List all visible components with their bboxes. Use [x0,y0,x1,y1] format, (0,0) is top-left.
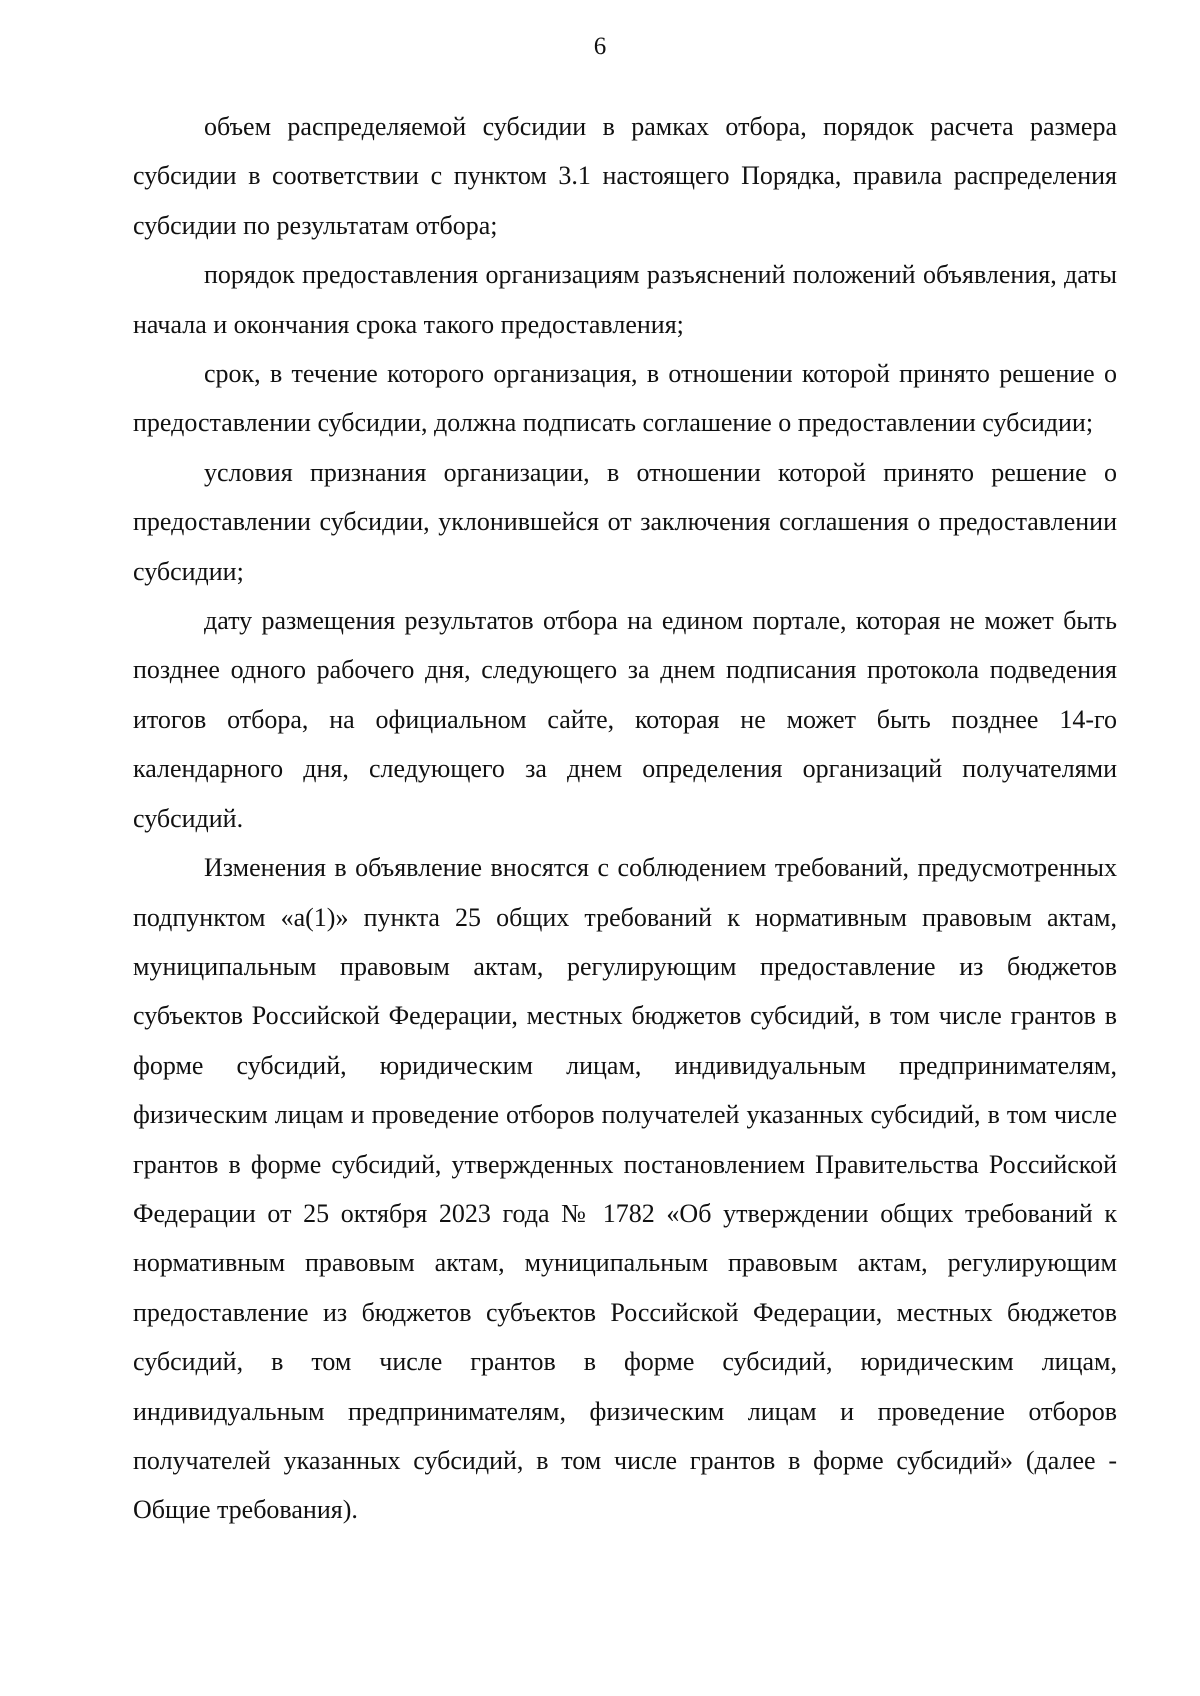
paragraph-evasion-conditions: условия признания организации, в отношении которой принято решение о предоставлении субсидии, уклонившейся от заключения соглашения о предоставлении субсидии; [133,457,1117,586]
paragraph-agreement-deadline: срок, в течение которого организация, в отношении которой принято решение о предоставлении субсидии, должна подписать соглашение о предоставлении субсидии; [133,359,1117,438]
page-number: 6 [593,33,607,60]
paragraph-subsidy-volume: объем распределяемой субсидии в рамках отбора, порядок расчета размера субсидии в соответствии с пунктом 3.1 настоящего Порядка, правила распределения субсидии по результатам отбора; [133,112,1117,240]
paragraph-clarifications: порядок предоставления организациям разъяснений положений объявления, даты начала и окончания срока такого предоставления; [133,260,1117,339]
paragraph-announcement-changes: Изменения в объявление вносятся с соблюдением требований, предусмотренных подпунктом «а(1)» пункта 25 общих требований к нормативным правовым актам, муниципальным правовым актам, регулирующим предоставление из бюджетов субъектов Российской Федерации, местных бюджетов субсидий, в том числе грантов в форме субсидий, юридическим лицам, индивидуальным предпринимателям, физическим лицам и проведение отборов получателей указанных субсидий, в том числе грантов в форме субсидий, утвержденных постановлением Правительства Российской Федерации от 25 октября 2023 года № 1782 «Об утверждении общих требований к нормативным правовым актам, муниципальным правовым актам, регулирующим предоставление из бюджетов субъектов Российской Федерации, местных бюджетов субсидий, в том числе грантов в форме субсидий, юридическим лицам, индивидуальным предпринимателям, физическим лицам и проведение отборов получателей указанных субсидий, в том числе грантов в форме субсидий» (далее - Общие требования). [133,853,1117,1525]
document-body [133,102,1117,1535]
paragraph-results-publication: дату размещения результатов отбора на едином портале, которая не может быть позднее одного рабочего дня, следующего за днем подписания протокола подведения итогов отбора, на официальном сайте, которая не может быть позднее 14-го календарного дня, следующего за днем определения организаций получателями субсидий. [133,606,1117,833]
